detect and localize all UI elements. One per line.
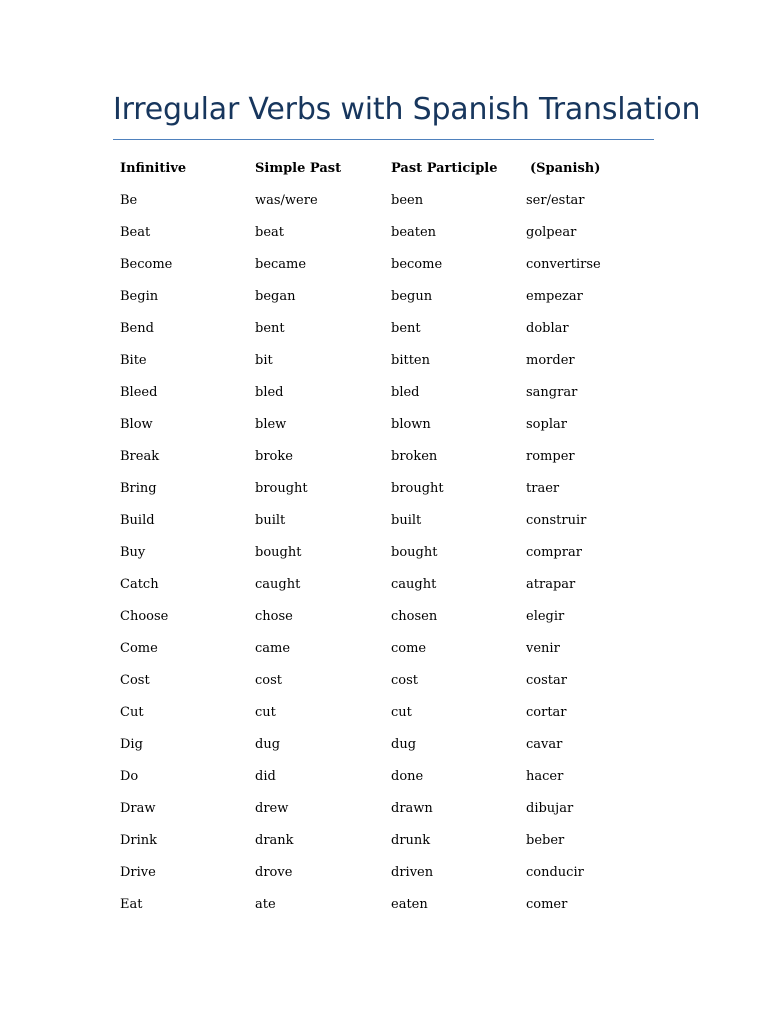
table-row [120,568,660,600]
cell-infinitive: Do [120,769,139,784]
table-row [120,504,660,536]
cell-simple-past: chose [255,609,293,624]
cell-simple-past: bit [255,353,273,368]
header-spanish: (Spanish) [530,161,601,176]
cell-past-participle: drawn [391,801,433,816]
cell-past-participle: blown [391,417,431,432]
table-row [120,216,660,248]
table-row [120,184,660,216]
table-row [120,888,660,920]
cell-spanish: traer [526,481,560,496]
cell-infinitive: Come [120,641,158,656]
cell-simple-past: drank [255,833,294,848]
header-infinitive: Infinitive [120,161,187,176]
cell-simple-past: was/were [255,193,318,208]
cell-simple-past: cost [255,673,283,688]
cell-spanish: morder [526,353,575,368]
cell-infinitive: Cut [120,705,144,720]
cell-past-participle: dug [391,737,417,752]
cell-simple-past: drove [255,865,293,880]
cell-past-participle: bled [391,385,420,400]
cell-spanish: costar [526,673,567,688]
cell-spanish: elegir [526,609,565,624]
cell-past-participle: eaten [391,897,428,912]
cell-spanish: romper [526,449,575,464]
cell-simple-past: brought [255,481,308,496]
table-row [120,248,660,280]
cell-infinitive: Be [120,193,138,208]
cell-spanish: beber [526,833,565,848]
cell-spanish: conducir [526,865,584,880]
cell-spanish: golpear [526,225,577,240]
page-title: Irregular Verbs with Spanish Translation [113,92,701,127]
cell-infinitive: Become [120,257,173,272]
cell-infinitive: Break [120,449,160,464]
cell-spanish: construir [526,513,587,528]
cell-infinitive: Catch [120,577,159,592]
table-row [120,376,660,408]
cell-infinitive: Bleed [120,385,158,400]
cell-spanish: dibujar [526,801,574,816]
cell-past-participle: bitten [391,353,430,368]
cell-simple-past: beat [255,225,284,240]
cell-spanish: comer [526,897,568,912]
cell-past-participle: done [391,769,424,784]
cell-past-participle: cost [391,673,419,688]
cell-infinitive: Drink [120,833,158,848]
cell-simple-past: came [255,641,291,656]
cell-simple-past: broke [255,449,293,464]
cell-simple-past: bent [255,321,285,336]
cell-infinitive: Cost [120,673,150,688]
cell-past-participle: begun [391,289,433,304]
cell-simple-past: built [255,513,286,528]
table-row [120,664,660,696]
cell-infinitive: Beat [120,225,151,240]
table-row [120,632,660,664]
table-row [120,536,660,568]
cell-infinitive: Build [120,513,155,528]
cell-simple-past: did [255,769,276,784]
cell-infinitive: Begin [120,289,159,304]
cell-past-participle: become [391,257,443,272]
cell-simple-past: dug [255,737,281,752]
header-past-participle: Past Participle [391,161,498,176]
cell-simple-past: caught [255,577,301,592]
cell-spanish: soplar [526,417,567,432]
cell-spanish: convertirse [526,257,601,272]
cell-past-participle: driven [391,865,434,880]
table-row [120,792,660,824]
cell-infinitive: Buy [120,545,146,560]
cell-past-participle: been [391,193,424,208]
table-row [120,760,660,792]
cell-infinitive: Blow [120,417,153,432]
cell-past-participle: chosen [391,609,438,624]
cell-spanish: doblar [526,321,569,336]
cell-infinitive: Draw [120,801,156,816]
cell-simple-past: cut [255,705,276,720]
cell-spanish: sangrar [526,385,578,400]
table-header-row [120,152,660,184]
cell-infinitive: Drive [120,865,156,880]
cell-simple-past: bled [255,385,284,400]
cell-spanish: venir [526,641,560,656]
cell-infinitive: Bite [120,353,147,368]
cell-infinitive: Eat [120,897,143,912]
cell-infinitive: Bring [120,481,157,496]
table-row [120,440,660,472]
cell-spanish: atrapar [526,577,576,592]
cell-simple-past: drew [255,801,289,816]
cell-past-participle: brought [391,481,444,496]
cell-past-participle: bought [391,545,438,560]
cell-past-participle: broken [391,449,438,464]
cell-past-participle: come [391,641,427,656]
cell-simple-past: blew [255,417,287,432]
table-row [120,472,660,504]
table-body [120,184,660,920]
cell-simple-past: bought [255,545,302,560]
table-row [120,856,660,888]
cell-infinitive: Dig [120,737,143,752]
table-row [120,696,660,728]
cell-infinitive: Bend [120,321,154,336]
irregular-verbs-table [120,152,660,920]
table-row [120,312,660,344]
cell-past-participle: bent [391,321,421,336]
table-row [120,728,660,760]
cell-past-participle: beaten [391,225,437,240]
cell-spanish: empezar [526,289,583,304]
cell-past-participle: drunk [391,833,431,848]
title-underline [113,139,654,140]
table-row [120,600,660,632]
cell-past-participle: cut [391,705,412,720]
cell-simple-past: became [255,257,307,272]
table-row [120,344,660,376]
cell-spanish: cortar [526,705,567,720]
cell-past-participle: caught [391,577,437,592]
cell-spanish: hacer [526,769,564,784]
cell-simple-past: began [255,289,296,304]
cell-infinitive: Choose [120,609,169,624]
cell-spanish: cavar [526,737,563,752]
table-row [120,408,660,440]
cell-spanish: ser/estar [526,193,585,208]
header-simple-past: Simple Past [255,161,342,176]
cell-simple-past: ate [255,897,276,912]
table-row [120,280,660,312]
table-row [120,824,660,856]
cell-spanish: comprar [526,545,582,560]
cell-past-participle: built [391,513,422,528]
